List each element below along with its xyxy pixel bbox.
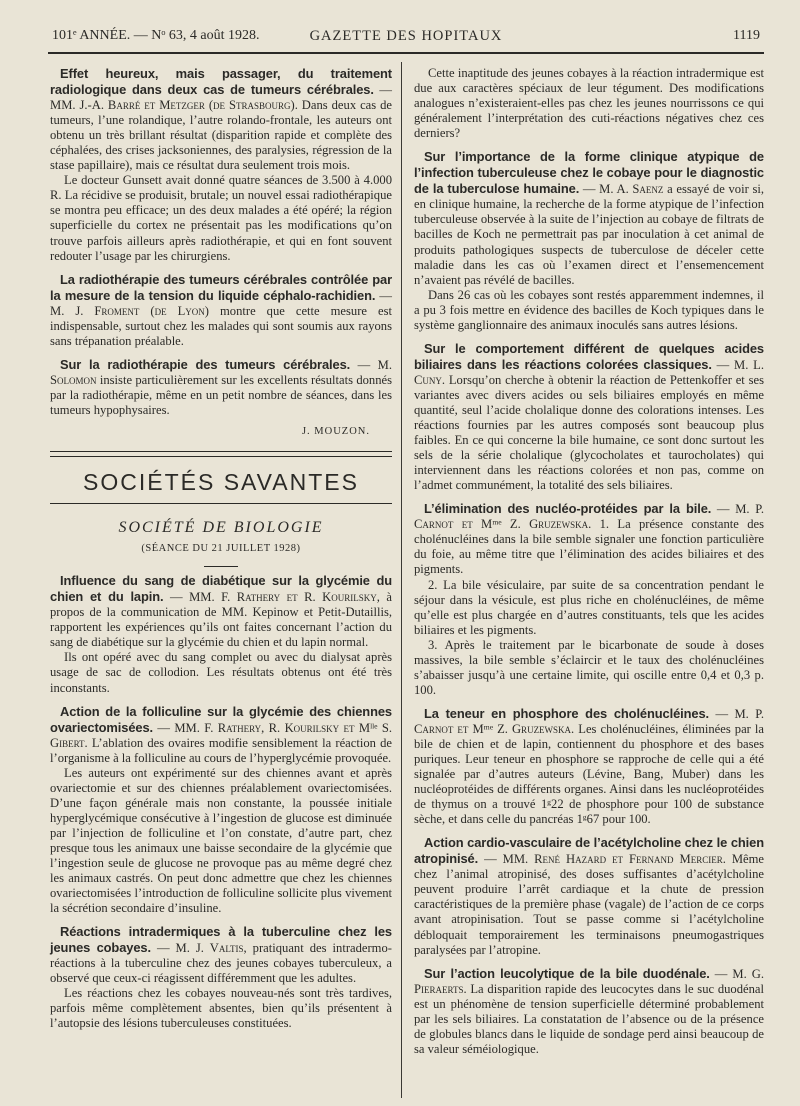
article-title: Sur l’importance de la forme clinique atypique de l’infection tuberculeuse chez le cobaye pour le diagnostic de la tuberculose humaine. [414, 149, 764, 197]
article-authors: — M. L. Cuny. [414, 357, 764, 387]
article-phosphorus [414, 706, 764, 827]
left-column [50, 66, 392, 1032]
short-rule [204, 566, 238, 567]
article-authors: — M. A. Saenz [579, 182, 664, 197]
article-tuberculin-reactions [50, 924, 392, 986]
article-radiotherapy-hypophysis [50, 357, 392, 418]
article-authors: — M. P. Carnot et Mᵐᵉ Z. Gruzewska. [414, 706, 764, 736]
paragraph: Le docteur Gunsett avait donné quatre séances de 3.500 à 4.000 R. La récidive se produisit, brutale; un nouvel essai radiothérapique se montra peu efficace; un des deux malades a été opéré; la région superficielle du cortex ne présentait pas les modifications qu’on trouve parfois ailleurs après radiothérapie, et qui en font souvent redouter l’usage par les chirurgiens. [50, 173, 392, 263]
article-title: Influence du sang de diabétique sur la glycémie du chien et du lapin. [50, 573, 392, 605]
article-folliculine [50, 704, 392, 766]
paragraph: 2. La bile vésiculaire, par suite de sa concentration pendant le séjour dans la vésicule, est plus riche en cholénucléines, de même qu’elle est plus chargée en d’autres constituants, tels que les acides biliaires et les pigments. [414, 577, 764, 637]
right-column [414, 66, 764, 1057]
article-title: La teneur en phosphore des cholénucléines. [424, 705, 710, 721]
article-title: Réactions intradermiques à la tuberculine chez les jeunes cobayes. [50, 924, 392, 956]
paragraph: 3. Après le traitement par le bicarbonate de soude à doses massives, la bile semble s’éclaircir et le taux des cholénucléines s’abaisser jusqu’à une certaine limite, qui oscille entre 0,4 et 0,3 p. 100. [414, 637, 764, 697]
header-rule [48, 52, 764, 54]
article-authors: — M. P. Carnot et Mᵐᵉ Z. Gruzewska. [414, 502, 764, 532]
article-title: Sur la radiothérapie des tumeurs cérébrales. [60, 356, 351, 372]
column-divider [401, 62, 402, 1098]
society-title: SOCIÉTÉ DE BIOLOGIE [118, 519, 324, 537]
article-diabetic-blood [50, 573, 392, 650]
section-title: SOCIÉTÉS SAVANTES [83, 469, 359, 496]
session-date: (SÉANCE DU 21 JUILLET 1928) [141, 543, 301, 555]
article-title: Sur le comportement différent de quelques acides biliaires dans les réactions colorées classiques. [414, 340, 764, 372]
paragraph: Cette inaptitude des jeunes cobayes à la réaction intradermique est due aux caractères spéciaux de leur tégument. Des modifications analogues n’existeraient-elles pas chez les jeunes nourrissons ce qui généralement l’interprétation des cuti-réactions négatives chez ces derniers? [414, 66, 764, 141]
article-text: Même chez l’animal atropinisé, des doses suffisantes d’acétylcholine peuvent produire l’arrêt cardiaque et la chute de pression caractéristiques de la première phase (vagale) de l’action de ce corps avant atropinisation. Tout se passe comme si l’acétylcholine débloquait temporairement les terminaisons pneumogastriques paralysées par l’atropine. [414, 852, 765, 957]
article-text: La disparition rapide des leucocytes dans le suc duodénal est un phénomène de tension superficielle déterminé probablement par les sels biliaires. La constatation de l’absence ou de la présence de globules blancs dans le liquide de sondage perd ainsi beaucoup de sa valeur séméiologique. [414, 981, 764, 1056]
article-authors: — MM. J.-A. Barré et Metzger (de Strasbourg). [50, 83, 392, 113]
article-text: pratiquant des intradermo-réactions à la tuberculine chez des jeunes cobayes tuberculeux, a observé que ceux-ci réagissent différemment que les adultes. [50, 941, 392, 986]
article-bile-acids [414, 341, 764, 493]
article-text: a essayé de voir si, en clinique humaine, la recherche de la forme atypique de l’infection tuberculeuse observée à la suite de l’injection au cobaye de filtrats de bacilles de Koch ne permettrait pas par inoculation à cet animal de produits pathologiques suspects de tuberculose de déceler cette maladie dans les cas où l’examen direct et l’ensemencement n’avaient pas révélé de bacilles. [414, 182, 764, 287]
article-text: Dans deux cas de tumeurs, l’une rolandique, l’autre rolando-frontale, les auteurs ont obtenu un très brillant résultat (disparition rapide et complète des céphalées, des crises jacksoniennes, des paralysies, régression de la stase papillaire), mais ce résultat dura seulement trois mois. [50, 98, 392, 173]
article-title: Action de la folliculine sur la glycémie des chiennes ovariectomisées. [50, 703, 392, 735]
article-text: à propos de la communication de MM. Kepinow et Petit-Dutaillis, rapportent les expériences qu’ils ont faites concernant l’action du sang de diabétique sur la glycémie du chien et du lapin normal. [50, 590, 393, 650]
author-signature: J. MOUZON. [301, 426, 370, 438]
article-text: montre que cette mesure est indispensable, surtout chez les malades qui sont soumis aux rayons sans trépanation préalable. [50, 303, 392, 348]
article-authors: — M. G. Pieraerts. [414, 966, 764, 996]
section-rule [50, 503, 392, 504]
paragraph: Dans 26 cas où les cobayes sont restés apparemment indemnes, il a pu 3 fois mettre en évidence des bacilles de Koch typiques dans le système ganglionnaire des animaux inoculés sans autres lésions. [414, 287, 764, 332]
article-authors: — M. Solomon [50, 357, 392, 387]
paragraph: Les réactions chez les cobayes nouveau-nés sont très tardives, parfois même complètement absentes, bien qu’ils présentent à l’autopsie des lésions tuberculeuses constituées. [50, 986, 392, 1031]
article-text: Lorsqu’on cherche à obtenir la réaction de Pettenkoffer et ses variantes avec divers acides ou sels biliaires employés en même quantité, seul l’acide cholalique donne des colorations intenses. Les réactions fournies par les autres composés sont beaucoup plus faibles. En ce qui concerne la bile humaine, ce sont donc surtout les sels de la série cholalique (glycocholates et taurocholates) qui interviennent dans les réactions colorées et non pas, comme on l’admet communément, la totalité des sels biliaires. [414, 372, 764, 493]
article-title: Effet heureux, mais passager, du traitement radiologique dans deux cas de tumeurs cérébrales. [50, 66, 392, 98]
paragraph: Ils ont opéré avec du sang complet ou avec du dialysat après usage de sac de collodion. Les résultats obtenus ont été très inconstants. [50, 650, 392, 695]
article-authors: — MM. F. Rathery et R. Kourilsky, [163, 590, 380, 605]
article-text: Les cholénucléines, éliminées par la bile de chien et de lapin, contiennent du phosphore et des bases puriques. Leur teneur en phosphore se rapproche de celle qui a été signalée par d’autres auteurs (Lévine, Bang, Muber) dans les nucléoprotéides de différents organes. Ainsi dans les nucléoprotéides de thymus on a trouvé 1ᵍ22 de phosphore pour 100 de substance sèche, et dans celle du pancréas 1ᵍ67 pour 100. [414, 721, 764, 827]
section-double-rule [50, 451, 392, 457]
page-header [48, 24, 764, 50]
article-text: insiste particulièrement sur les excellents résultats donnés par la radiothérapie, même en un petit nombre de séances, dans les tumeurs hypophysaires. [50, 372, 392, 417]
article-authors: — M. J. Froment (de Lyon) [50, 288, 392, 318]
paragraph: Les auteurs ont expérimenté sur des chiennes avant et après ovariectomie et sur des chiennes préalablement ovariectomisées. D’une façon générale mais non constante, la poussée initiale hyperglycémique consécutive à l’ingestion de glucose est diminuée par l’injection de folliculine et l’on constate, d’autre part, chez presque tous les animaux une baisse secondaire de la glycémie que l’ingestion seule de glucose ne provoque pas au même degré chez les animaux castrés. On peut donc admettre que chez les chiennes ovariectomisées l’introduction de folliculine sollicite plus vivement la sécrétion secondaire d’insuline. [50, 765, 392, 916]
article-nucleoproteids [414, 501, 764, 577]
article-text: L’ablation des ovaires modifie sensiblement la réaction de l’organisme à la folliculine au cours de l’hyperglycémie provoquée. [50, 735, 392, 765]
article-csf-pressure [50, 272, 392, 349]
article-title: L’élimination des nucléo-protéides par la bile. [424, 501, 712, 517]
article-atypical-tuberculosis [414, 149, 764, 287]
article-radiology-tumors [50, 66, 392, 173]
article-acetylcholine [414, 835, 764, 957]
article-duodenal-bile [414, 966, 764, 1057]
article-title: Action cardio-vasculaire de l’acétylcholine chez le chien atropinisé. [414, 835, 764, 867]
page-number: 1119 [733, 28, 760, 43]
issue-info: 101ᵉ ANNÉE. — Nᵒ 63, 4 août 1928. [52, 28, 260, 43]
article-title: La radiothérapie des tumeurs cérébrales contrôlée par la mesure de la tension du liquide céphalo-rachidien. [50, 271, 392, 303]
journal-title: GAZETTE DES HOPITAUX [309, 28, 503, 44]
article-authors: — M. J. Valtis, [150, 941, 247, 956]
article-authors: — MM. René Hazard et Fernand Mercier. [478, 852, 726, 867]
article-authors: — MM. F. Rathery, R. Kourilsky et Mˡˡᵉ S. Gibert. [50, 720, 392, 750]
article-title: Sur l’action leucolytique de la bile duodénale. [424, 965, 710, 981]
article-text: 1. La présence constante des cholénucléines dans la bile semble signaler une fonction particulière du foie, au même titre que l’élimination des acides biliaires et des pigments. [414, 517, 764, 577]
